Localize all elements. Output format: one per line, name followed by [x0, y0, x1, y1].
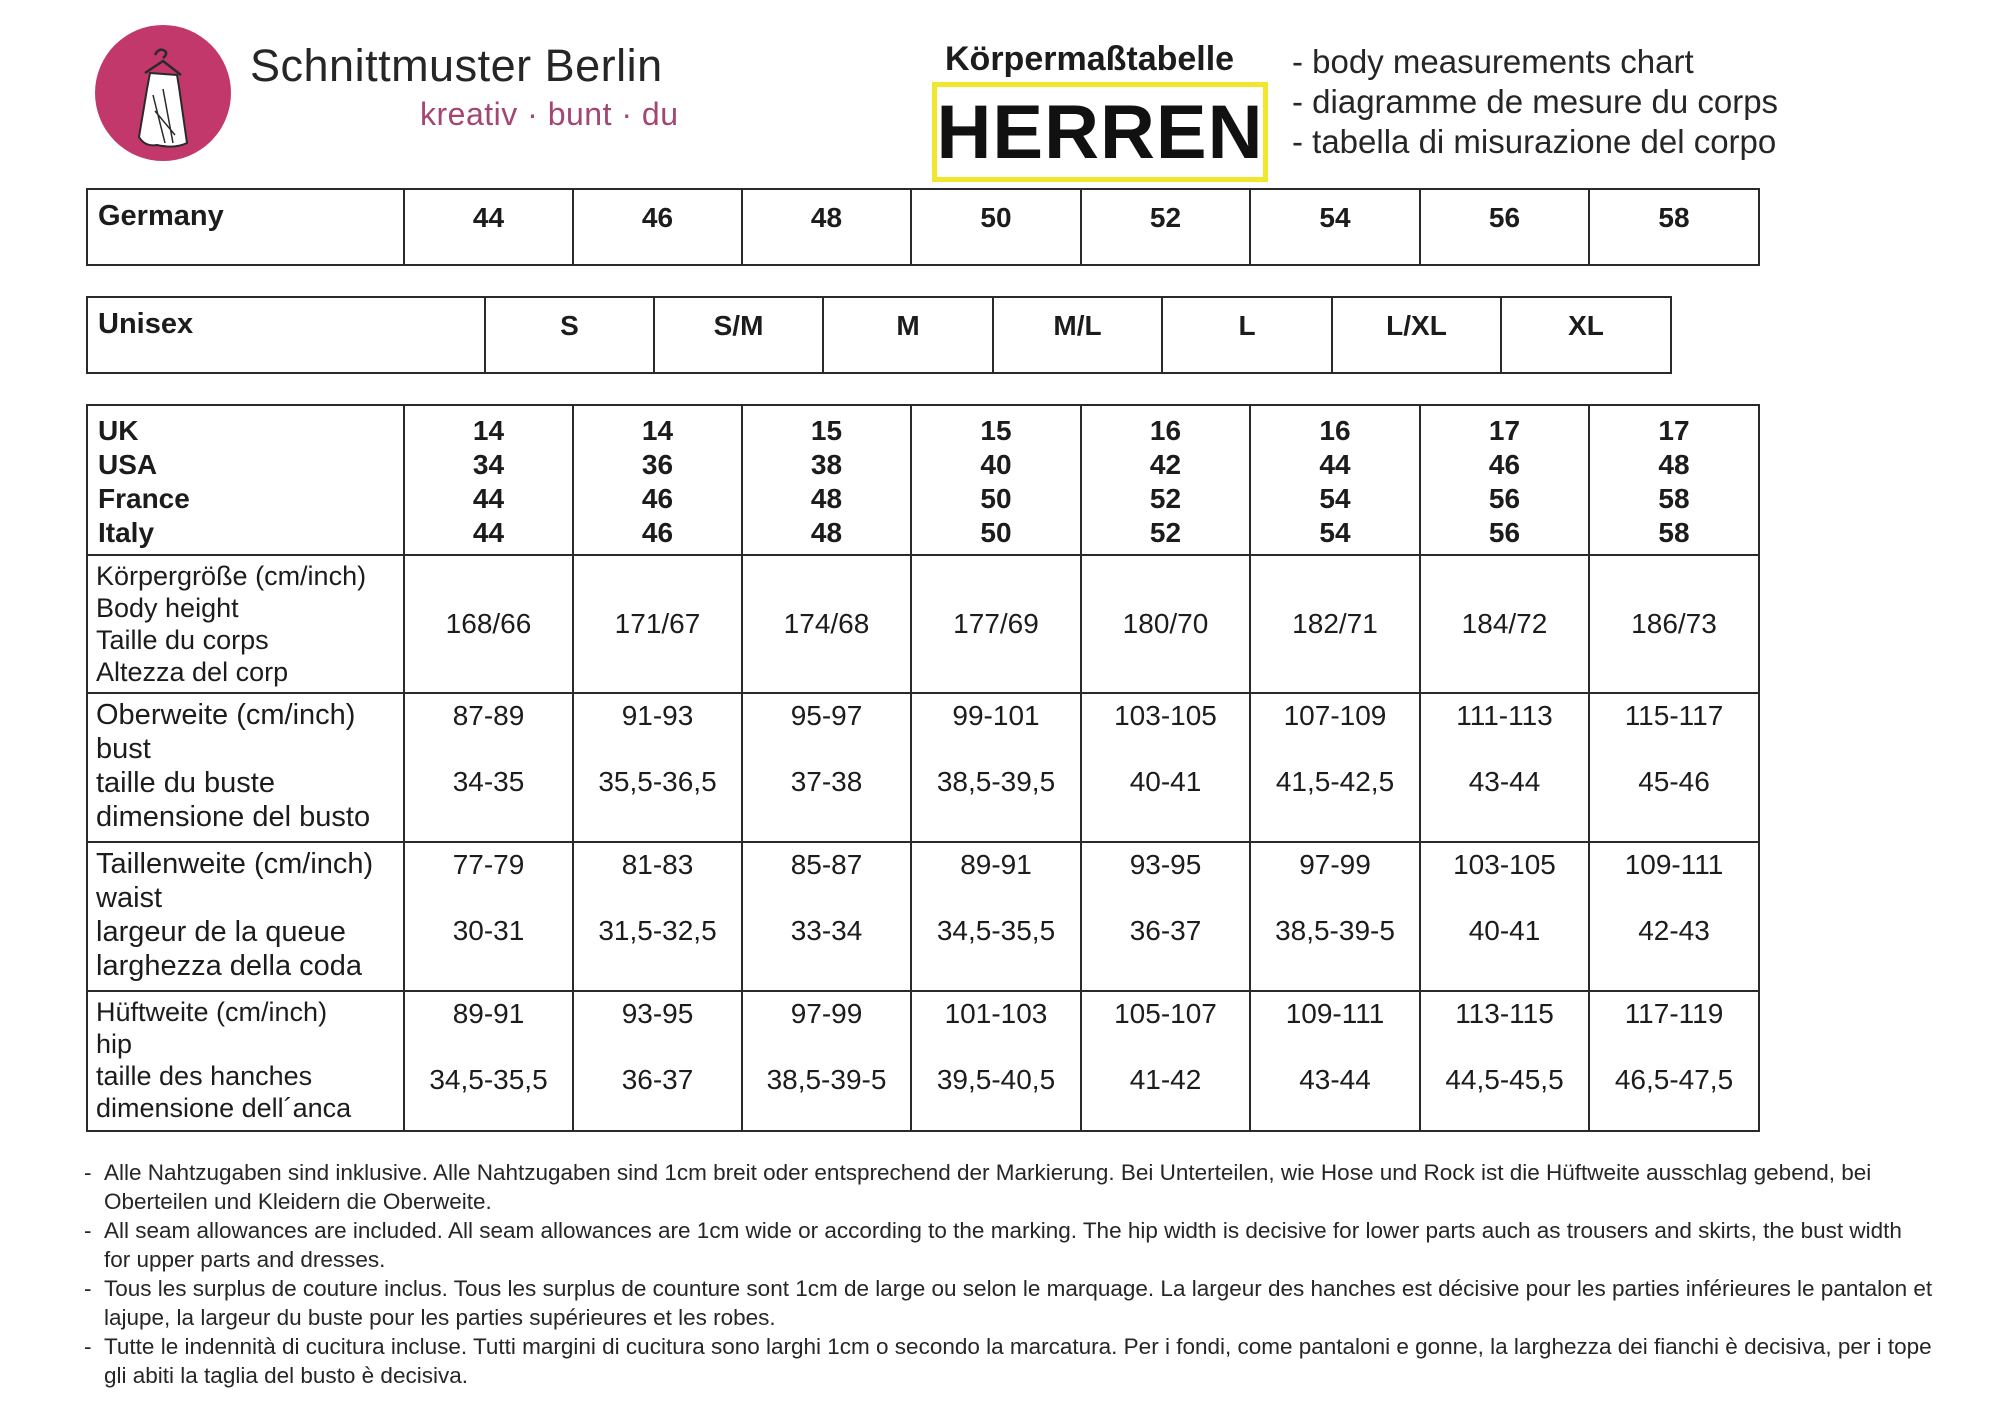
waist-inch-value: 33-34	[790, 915, 863, 946]
waist-inch-value: 42-43	[1638, 915, 1710, 946]
uk-size: 17	[1488, 415, 1521, 446]
waist-value	[1250, 842, 1420, 991]
waist-value	[1081, 842, 1250, 991]
bust-value	[1589, 693, 1759, 842]
germany-size: 56	[1420, 189, 1589, 265]
waist-cm-value: 109-111	[1624, 849, 1724, 880]
bust-value	[742, 693, 911, 842]
bust-cm-value: 107-109	[1283, 700, 1387, 731]
waist-inch-value: 31,5-32,5	[598, 915, 717, 946]
uk-size: 17	[1658, 415, 1690, 446]
bust-label-de: Oberweite (cm/inch)	[96, 699, 356, 731]
bust-row	[87, 693, 1759, 842]
international-size-cell	[573, 405, 742, 555]
height-label-fr: Taille du corps	[96, 625, 269, 655]
waist-inch-value: 36-37	[1129, 915, 1202, 946]
brand-tagline: kreativ · bunt · du	[420, 96, 679, 132]
herren-badge	[932, 82, 1268, 182]
language-subtitles	[1292, 42, 1778, 162]
hip-cm-value: 97-99	[790, 998, 863, 1029]
bust-value	[1250, 693, 1420, 842]
unisex-label: Unisex	[87, 297, 485, 373]
bust-label-en: bust	[96, 733, 151, 765]
germany-size: 58	[1589, 189, 1759, 265]
waist-label-fr: largeur de la queue	[96, 916, 346, 948]
hip-value	[573, 991, 742, 1131]
italy-size: 48	[810, 517, 843, 548]
international-sizes-row	[87, 405, 1759, 555]
hip-value	[1250, 991, 1420, 1131]
bust-cm-value: 103-105	[1114, 700, 1217, 731]
hip-inch-value: 46,5-47,5	[1614, 1064, 1734, 1095]
height-value: 177/69	[911, 555, 1081, 693]
bust-cm-value: 87-89	[452, 700, 525, 731]
waist-cm-value: 85-87	[790, 849, 863, 880]
bust-value	[1081, 693, 1250, 842]
germany-size: 50	[911, 189, 1081, 265]
international-size-cell	[1081, 405, 1250, 555]
international-size-cell	[404, 405, 573, 555]
hip-value	[742, 991, 911, 1131]
hip-cm-value: 93-95	[621, 998, 694, 1029]
unisex-size: XL	[1501, 297, 1671, 373]
uk-size: 16	[1319, 415, 1351, 446]
italy-label: Italy	[98, 517, 155, 548]
usa-size: 48	[1658, 449, 1690, 480]
height-label	[87, 555, 404, 693]
waist-label-de: Taillenweite (cm/inch)	[96, 848, 374, 880]
measurement-table	[86, 404, 1760, 1132]
hip-cm-value: 117-119	[1624, 998, 1724, 1029]
dress-on-hanger-icon	[95, 25, 231, 161]
height-value: 171/67	[573, 555, 742, 693]
uk-size: 16	[1149, 415, 1182, 446]
unisex-size: L	[1162, 297, 1332, 373]
footnote-en: - All seam allowances are included. All seam allowances are 1cm wide or according to the marking. The hip width is decisive for lower parts auch as trousers and skirts, the bust width for upper parts and dresses.	[84, 1218, 1902, 1272]
uk-label: UK	[98, 415, 139, 446]
bust-cm-value: 99-101	[952, 700, 1040, 731]
waist-cm-value: 97-99	[1299, 849, 1371, 880]
waist-cm-value: 89-91	[960, 849, 1032, 880]
bust-inch-value: 37-38	[790, 766, 863, 797]
waist-label	[87, 842, 404, 991]
waist-cm-value: 103-105	[1453, 849, 1556, 880]
france-size: 46	[641, 483, 674, 514]
bust-inch-value: 41,5-42,5	[1275, 766, 1395, 797]
international-size-cell	[1250, 405, 1420, 555]
italy-size: 52	[1149, 517, 1182, 548]
hip-label-de: Hüftweite (cm/inch)	[96, 997, 328, 1027]
height-value: 186/73	[1589, 555, 1759, 693]
bust-value	[404, 693, 573, 842]
bust-inch-value: 38,5-39,5	[936, 766, 1056, 797]
chart-title: Körpermaßtabelle	[945, 40, 1235, 78]
unisex-size: M/L	[993, 297, 1162, 373]
bust-inch-value: 34-35	[452, 766, 525, 797]
waist-cm-value: 77-79	[452, 849, 525, 880]
international-size-cell	[742, 405, 911, 555]
waist-inch-value: 34,5-35,5	[936, 915, 1056, 946]
germany-size: 46	[573, 189, 742, 265]
hip-value	[1589, 991, 1759, 1131]
hip-inch-value: 36-37	[621, 1064, 694, 1095]
subtitle-french: - diagramme de mesure du corps	[1292, 83, 1779, 120]
bust-label-fr: taille du buste	[96, 767, 275, 799]
waist-inch-value: 40-41	[1468, 915, 1541, 946]
italy-size: 58	[1658, 517, 1690, 548]
hip-cm-value: 113-115	[1455, 998, 1554, 1029]
france-size: 52	[1149, 483, 1182, 514]
height-value: 168/66	[404, 555, 573, 693]
bust-inch-value: 40-41	[1129, 766, 1202, 797]
height-row	[87, 555, 1759, 693]
height-label-en: Body height	[96, 593, 239, 623]
hip-inch-value: 38,5-39-5	[766, 1064, 887, 1095]
waist-value	[1589, 842, 1759, 991]
waist-value	[911, 842, 1081, 991]
hip-cm-value: 109-111	[1285, 998, 1385, 1029]
hip-inch-value: 43-44	[1299, 1064, 1371, 1095]
france-size: 58	[1658, 483, 1690, 514]
hip-cm-value: 105-107	[1114, 998, 1217, 1029]
usa-size: 34	[472, 449, 505, 480]
bust-cm-value: 91-93	[621, 700, 694, 731]
uk-size: 14	[641, 415, 674, 446]
france-label: France	[98, 483, 190, 514]
usa-size: 44	[1319, 449, 1351, 480]
usa-size: 42	[1149, 449, 1182, 480]
bust-value	[911, 693, 1081, 842]
waist-value	[742, 842, 911, 991]
height-value: 174/68	[742, 555, 911, 693]
footnote-de: - Alle Nahtzugaben sind inklusive. Alle Nahtzugaben sind 1cm breit oder entsprechend der Markierung. Bei Unterteilen, wie Hose und Rock ist die Hüftweite ausschlag gebend, bei Oberteilen und Kleidern die Oberweite.	[84, 1160, 1872, 1214]
hip-value	[1081, 991, 1250, 1131]
usa-size: 36	[641, 449, 674, 480]
footnotes	[84, 1158, 1934, 1390]
italy-size: 54	[1319, 517, 1351, 548]
waist-inch-value: 38,5-39-5	[1275, 915, 1395, 946]
unisex-size: M	[823, 297, 993, 373]
germany-size: 48	[742, 189, 911, 265]
bust-cm-value: 95-97	[790, 700, 863, 731]
height-value: 182/71	[1250, 555, 1420, 693]
waist-row	[87, 842, 1759, 991]
waist-value	[1420, 842, 1589, 991]
bust-inch-value: 35,5-36,5	[598, 766, 717, 797]
bust-inch-value: 43-44	[1468, 766, 1541, 797]
unisex-size: L/XL	[1332, 297, 1501, 373]
bust-value	[1420, 693, 1589, 842]
hip-inch-value: 41-42	[1129, 1064, 1202, 1095]
hip-inch-value: 34,5-35,5	[429, 1064, 548, 1095]
hip-label-it: dimensione dell´anca	[96, 1093, 352, 1123]
international-size-cell	[1420, 405, 1589, 555]
italy-size: 50	[980, 517, 1012, 548]
footnote-fr: - Tous les surplus de couture inclus. Tous les surplus de counture sont 1cm de large ou selon le marquage. La largeur des hanches est décisive pour les parties inférieures le pantalon et lajupe, la largeur du buste pour les parties supérieures et les robes.	[84, 1276, 1933, 1330]
hip-cm-value: 101-103	[944, 998, 1048, 1029]
unisex-size: S	[485, 297, 654, 373]
waist-label-it: larghezza della coda	[96, 950, 363, 982]
france-size: 54	[1319, 483, 1351, 514]
unisex-size-table	[86, 296, 1672, 374]
height-label-it: Altezza del corp	[96, 657, 289, 687]
hip-row	[87, 991, 1759, 1131]
france-size: 50	[980, 483, 1012, 514]
hip-label-fr: taille des hanches	[96, 1061, 313, 1091]
france-size: 48	[810, 483, 843, 514]
italy-size: 56	[1488, 517, 1521, 548]
height-value: 184/72	[1420, 555, 1589, 693]
usa-size: 38	[810, 449, 843, 480]
footnote-it: - Tutte le indennità di cucitura incluse. Tutti margini di cucitura sono larghi 1cm o secondo la marcatura. Per i fondi, come pantaloni e gonne, la larghezza dei fianchi è decisiva, per i tope gli abiti la taglia del busto è decisiva.	[84, 1334, 1932, 1388]
waist-label-en: waist	[96, 882, 163, 914]
bust-label	[87, 693, 404, 842]
bust-value	[573, 693, 742, 842]
waist-value	[573, 842, 742, 991]
hip-value	[911, 991, 1081, 1131]
height-value: 180/70	[1081, 555, 1250, 693]
uk-size: 15	[810, 415, 843, 446]
usa-size: 46	[1488, 449, 1521, 480]
italy-size: 46	[641, 517, 674, 548]
hip-inch-value: 39,5-40,5	[936, 1064, 1056, 1095]
hip-label-en: hip	[96, 1029, 133, 1059]
hip-label	[87, 991, 404, 1131]
subtitle-italian: - tabella di misurazione del corpo	[1292, 123, 1777, 160]
france-size: 44	[472, 483, 505, 514]
germany-size-table	[86, 188, 1760, 266]
bust-label-it: dimensione del busto	[96, 801, 371, 833]
international-labels	[87, 405, 404, 555]
waist-cm-value: 81-83	[621, 849, 694, 880]
germany-size: 54	[1250, 189, 1420, 265]
germany-size: 52	[1081, 189, 1250, 265]
brand-name: Schnittmuster Berlin	[250, 40, 663, 91]
usa-label: USA	[98, 449, 158, 480]
international-size-cell	[911, 405, 1081, 555]
bust-cm-value: 111-113	[1456, 700, 1553, 731]
unisex-size: S/M	[654, 297, 823, 373]
brand-logo	[95, 25, 231, 161]
height-label-de: Körpergröße (cm/inch)	[96, 561, 367, 591]
usa-size: 40	[980, 449, 1012, 480]
hip-cm-value: 89-91	[452, 998, 525, 1029]
germany-size: 44	[404, 189, 573, 265]
hip-inch-value: 44,5-45,5	[1445, 1064, 1564, 1095]
herren-title: HERREN	[936, 89, 1264, 175]
hip-value	[404, 991, 573, 1131]
subtitle-english: - body measurements chart	[1292, 43, 1694, 80]
uk-size: 14	[472, 415, 505, 446]
france-size: 56	[1488, 483, 1521, 514]
bust-cm-value: 115-117	[1624, 700, 1724, 731]
waist-value	[404, 842, 573, 991]
waist-cm-value: 93-95	[1129, 849, 1202, 880]
germany-label: Germany	[87, 189, 404, 265]
bust-inch-value: 45-46	[1638, 766, 1710, 797]
hip-value	[1420, 991, 1589, 1131]
italy-size: 44	[472, 517, 505, 548]
waist-inch-value: 30-31	[452, 915, 525, 946]
international-size-cell	[1589, 405, 1759, 555]
uk-size: 15	[980, 415, 1012, 446]
